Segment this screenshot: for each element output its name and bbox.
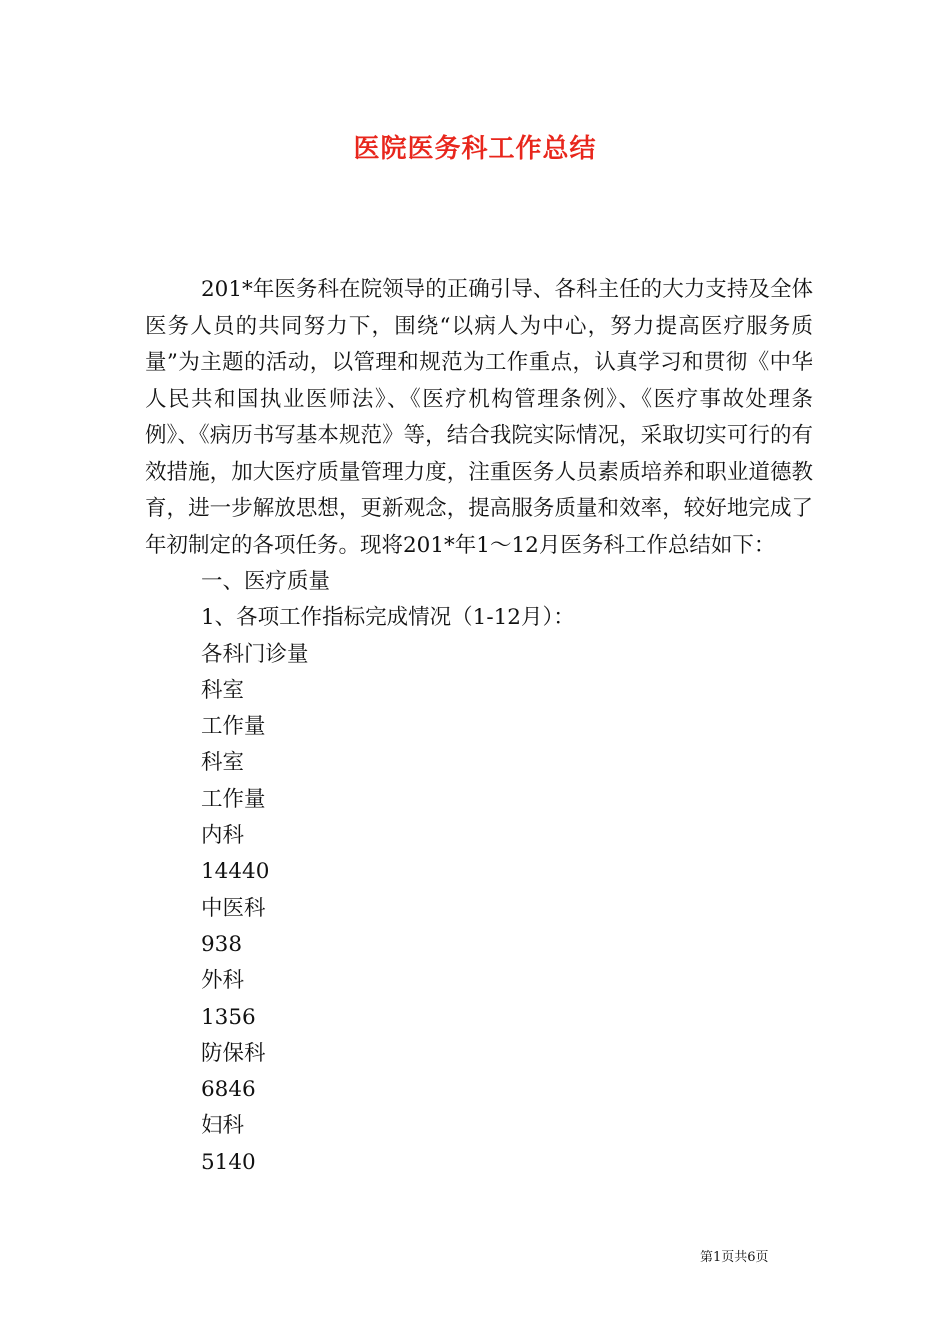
table-cell: 5140 xyxy=(201,1149,256,1175)
page-number: 第1页共6页 xyxy=(700,1250,769,1265)
table-cell: 14440 xyxy=(201,859,270,885)
table-cell: 中医科 xyxy=(201,895,266,921)
table-header-department: 科室 xyxy=(201,750,245,776)
table-caption: 各科门诊量 xyxy=(201,641,309,667)
table-header-department: 科室 xyxy=(201,677,245,703)
document-body xyxy=(145,272,813,1181)
table-cell: 妇科 xyxy=(201,1113,245,1139)
table-cell: 6846 xyxy=(201,1077,256,1103)
table-header-workload: 工作量 xyxy=(201,714,266,740)
table-cell: 防保科 xyxy=(201,1040,266,1066)
subsection-heading: 1、各项工作指标完成情况（1-12月）： xyxy=(201,605,575,631)
table-cell: 1356 xyxy=(201,1004,256,1030)
section-heading: 一、医疗质量 xyxy=(201,569,331,594)
table-cell: 内科 xyxy=(201,823,245,849)
table-cell: 938 xyxy=(201,931,243,957)
page-title: 医院医务科工作总结 xyxy=(353,134,597,164)
intro-paragraph: 201*年医务科在院领导的正确引导、各科主任的大力支持及全体医务人员的共同努力下，围绕“以病人为中心，努力提高医疗服务质量”为主题的活动，以管理和规范为工作重点，认真学习和贯彻《中华人民共和国执业医师法》、《医疗机构管理条例》、《医疗事故处理条例》、《病历书写基本规范》等，结合我院实际情况，采取切实可行的有效措施，加大医疗质量管理力度，注重医务人员素质培养和职业道德教育，进一步解放思想，更新观念，提高服务质量和效率，较好地完成了年初制定的各项任务。现将201*年1～12月医务科工作总结如下： xyxy=(145,277,813,558)
table-header-workload: 工作量 xyxy=(201,786,266,812)
table-cell: 外科 xyxy=(201,968,245,994)
